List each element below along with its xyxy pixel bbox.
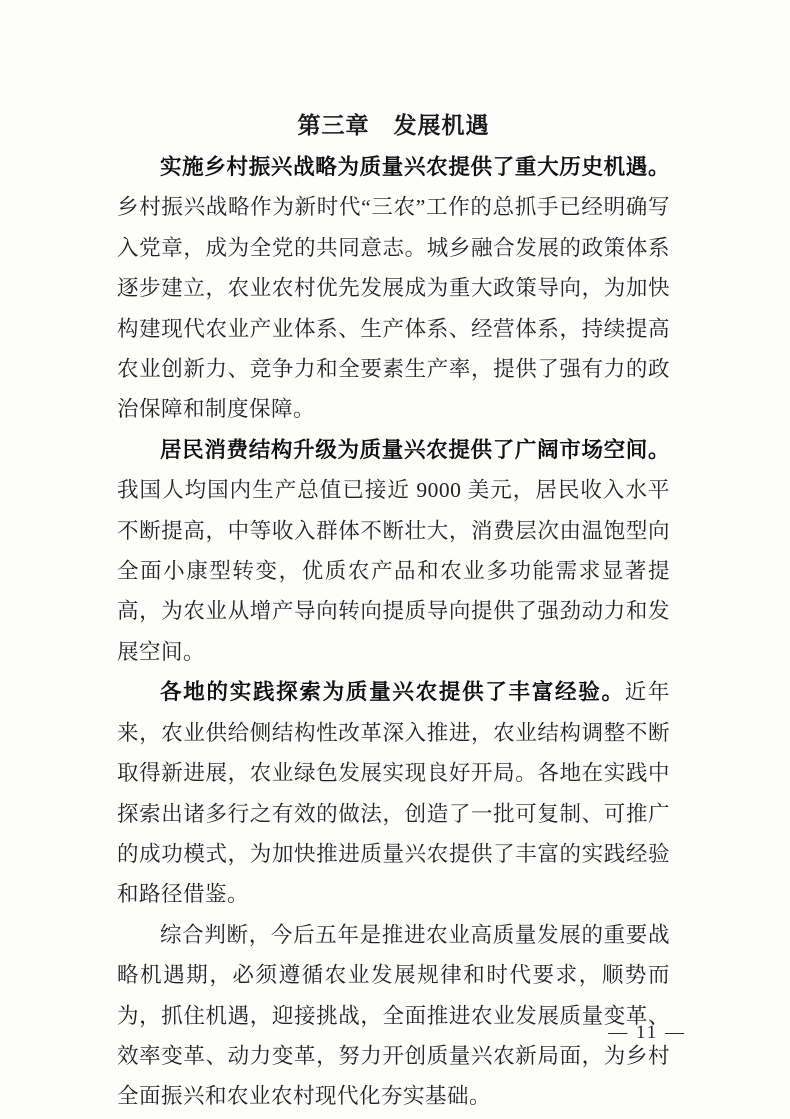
page-content [117,104,670,1117]
paragraph [117,430,670,672]
paragraph-text: 近年来，农业供给侧结构性改革深入推进，农业结构调整不断取得新进展，农业绿色发展实现良好开局。各地在实践中探索出诸多行之有效的做法，创造了一批可复制、可推广的成功模式，为加快推进质量兴农提供了丰富的实践经验和路径借鉴。 [117,680,670,907]
page-number: — 11 — [608,1022,686,1043]
paragraph-text: 综合判断，今后五年是推进农业高质量发展的重要战略机遇期，必须遵循农业发展规律和时代要求，顺势而为，抓住机遇，迎接挑战，全面推进农业发展质量变革、效率变革、动力变革，努力开创质量兴农新局面，为乡村全面振兴和农业农村现代化夯实基础。 [117,922,670,1109]
paragraph-lead-bold: 实施乡村振兴战略为质量兴农提供了重大历史机遇。 [160,155,670,179]
chapter-title: 第三章 发展机遇 [297,113,490,138]
paragraph-lead-bold: 居民消费结构升级为质量兴农提供了广阔市场空间。 [160,437,670,462]
paragraph [117,147,670,430]
paragraph-text: 我国人均国内生产总值已接近 9000 美元，居民收入水平不断提高，中等收入群体不断壮大，消费层次由温饱型向全面小康型转变，优质农产品和农业多功能需求显著提高，为农业从增产导向转向提质导向提供了强劲动力和发展空间。 [117,478,670,664]
body-text [117,147,670,1117]
paragraph [117,915,670,1117]
paragraph-text: 乡村振兴战略作为新时代“三农”工作的总抓手已经明确写入党章，成为全党的共同意志。城乡融合发展的政策体系逐步建立，农业农村优先发展成为重大政策导向，为加快构建现代农业产业体系、生产体系、经营体系，持续提高农业创新力、竞争力和全要素生产率，提供了强有力的政治保障和制度保障。 [117,195,670,422]
paragraph [117,672,670,914]
paragraph-lead-bold: 各地的实践探索为质量兴农提供了丰富经验。 [160,680,625,705]
